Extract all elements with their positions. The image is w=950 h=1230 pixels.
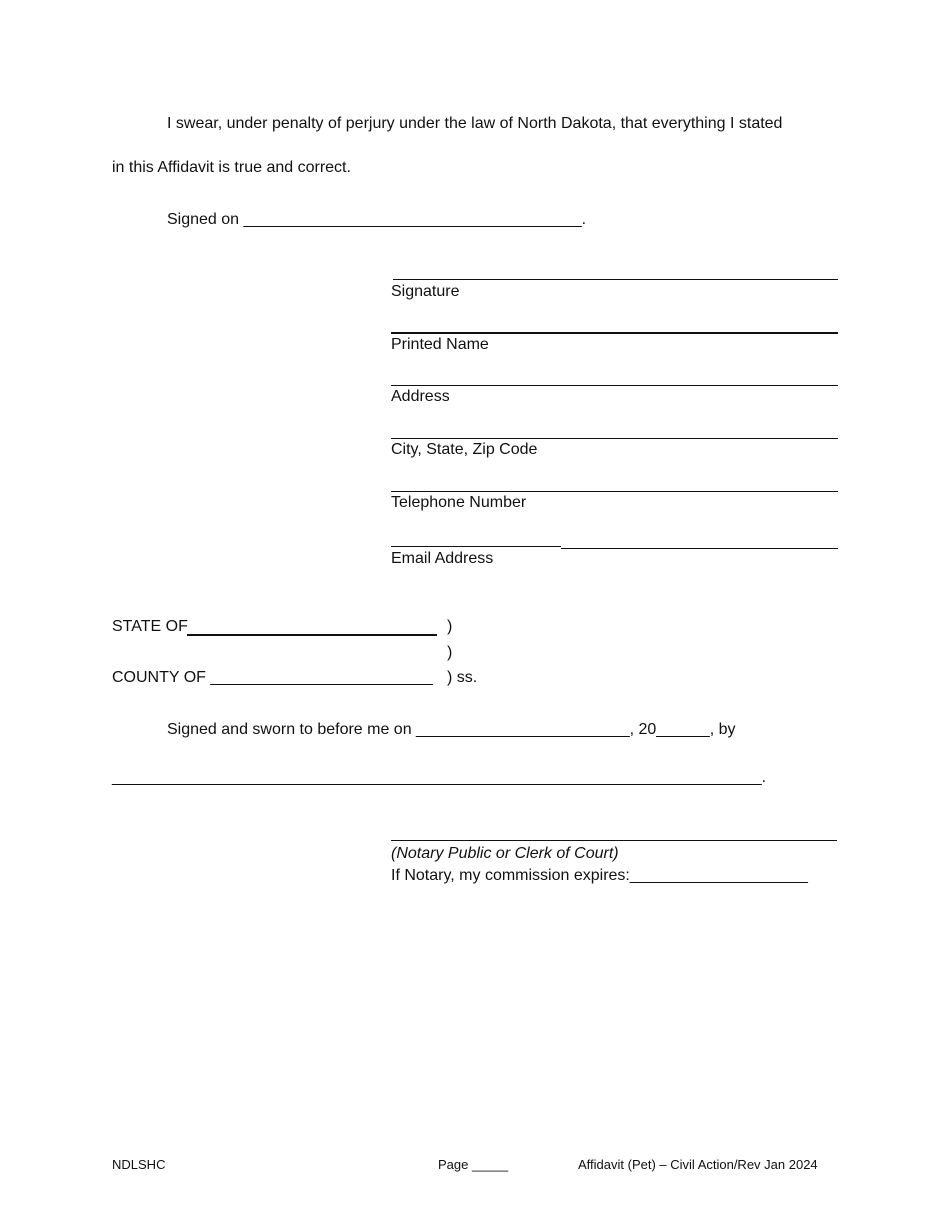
telephone-line (391, 491, 838, 492)
oath-line-2: in this Affidavit is true and correct. (112, 159, 351, 176)
email-line-right (561, 548, 838, 549)
city-state-zip-label: City, State, Zip Code (391, 441, 538, 458)
address-label: Address (391, 388, 450, 405)
venue-ss: ) ss. (447, 669, 478, 686)
sworn-name-line: _________________________________________________________________________. (112, 769, 767, 786)
printed-name-line (391, 332, 838, 334)
state-of-label: STATE OF (112, 618, 188, 635)
email-label: Email Address (391, 550, 494, 567)
printed-name-label: Printed Name (391, 336, 489, 353)
email-line-left (391, 546, 561, 547)
venue-paren-2: ) (447, 644, 453, 661)
notary-signature-line (391, 840, 837, 841)
footer-left: NDLSHC (112, 1157, 166, 1172)
county-of-line: COUNTY OF _________________________ (112, 669, 433, 686)
signature-line (393, 279, 838, 280)
footer-page: Page _____ (438, 1157, 509, 1172)
venue-paren-1: ) (447, 618, 453, 635)
telephone-label: Telephone Number (391, 494, 527, 511)
commission-expires: If Notary, my commission expires:____________________ (391, 867, 808, 884)
oath-line-1: I swear, under penalty of perjury under the law of North Dakota, that everything I stated (167, 115, 783, 132)
state-of-line (187, 634, 437, 636)
city-state-zip-line (391, 438, 838, 439)
sworn-text: Signed and sworn to before me on ________________________, 20______, by (167, 721, 736, 738)
signature-label: Signature (391, 283, 460, 300)
signed-on-line: Signed on ______________________________________. (167, 211, 587, 228)
address-line (391, 385, 838, 386)
notary-label: (Notary Public or Clerk of Court) (391, 845, 619, 862)
footer-right: Affidavit (Pet) – Civil Action/Rev Jan 2024 (578, 1157, 818, 1172)
